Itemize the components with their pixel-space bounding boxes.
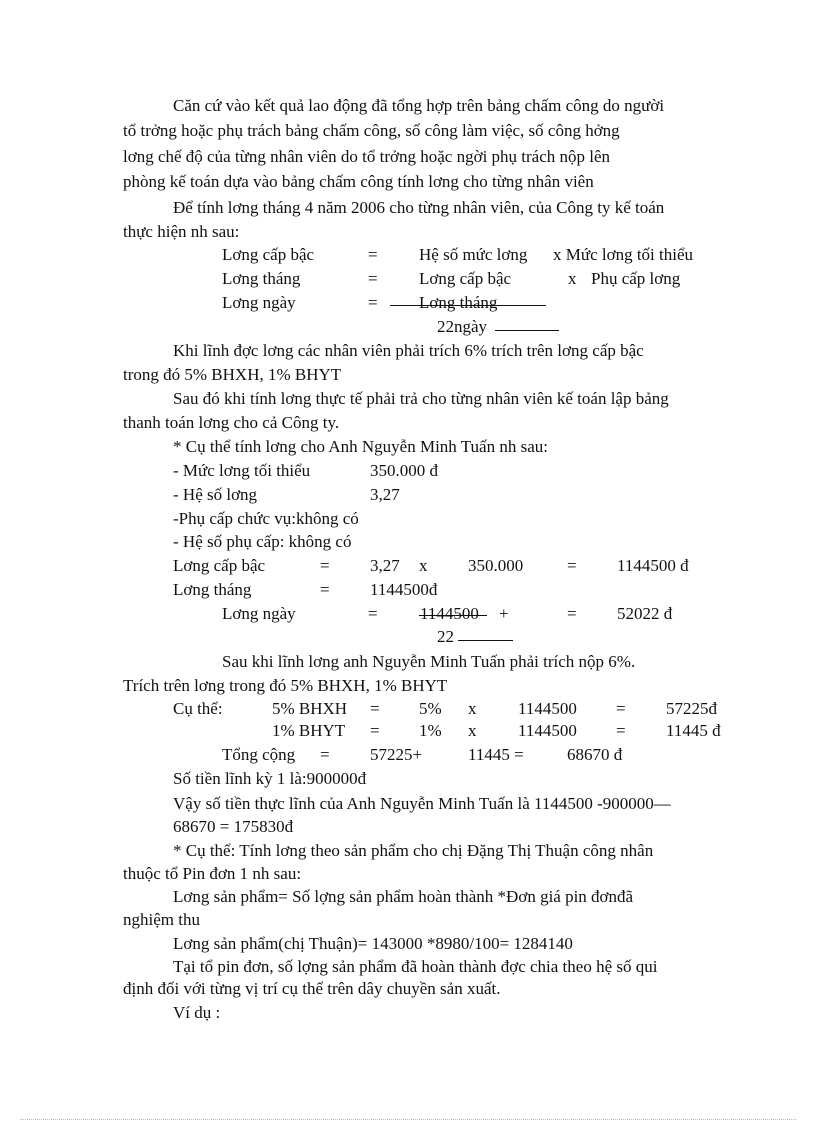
formula-1-row-3-numerator: Lơng tháng <box>419 293 498 312</box>
wage-coefficient-value: 3,27 <box>370 485 400 504</box>
allowance-coefficient: - Hệ số phụ cấp: không có <box>173 532 352 551</box>
paragraph-2-line-1: Để tính lơng tháng 4 năm 2006 cho từng nhân viên, của Công ty kế toán <box>173 198 665 217</box>
formula-2-row-3-label: Lơng ngày <box>222 604 296 623</box>
formula-1-row-2-times: x <box>568 269 577 288</box>
formula-3-row-1-item: 5% BHXH <box>272 699 348 718</box>
formula-3-row-2-eq: = <box>370 721 380 740</box>
formula-3-row-2-item: 1% BHYT <box>272 721 346 740</box>
paragraph-1-line-3: lơng chế độ của từng nhân viên do tổ trởng hoặc ngời phụ trách nộp lên <box>123 147 611 166</box>
formula-3-row-2-eq2: = <box>616 721 626 740</box>
paragraph-4-line-1: Sau đó khi tính lơng thực tế phải trả cho từng nhân viên kế toán lập bảng <box>173 389 669 408</box>
formula-3-row-1-times: x <box>468 699 477 718</box>
paragraph-3-line-2: trong đó 5% BHXH, 1% BHYT <box>123 365 342 384</box>
formula-2-row-2-eq: = <box>320 580 330 599</box>
formula-3-row-3-term2: 11445 = <box>468 745 524 764</box>
formula-3-row-2-result: 11445 đ <box>666 721 721 740</box>
formula-2-row-1-times: x <box>419 556 428 575</box>
formula-3-row-1-result: 57225đ <box>666 699 717 718</box>
formula-2-row-1-eq2: = <box>567 556 577 575</box>
formula-3-row-1-rate: 5% <box>419 699 442 718</box>
formula-2-row-2-result: 1144500đ <box>370 580 438 599</box>
formula-2-row-3-eq: = <box>368 604 378 623</box>
formula-1-row-2-term: Lơng cấp bậc <box>419 269 512 288</box>
example-heading: Ví dụ : <box>173 1003 221 1022</box>
min-wage-label: - Mức lơng tối thiểu <box>173 461 311 480</box>
formula-2-row-1-wage: 350.000 <box>468 556 524 575</box>
paragraph-1-line-2: tổ trởng hoặc phụ trách bảng chấm công, số công làm việc, số công hởng <box>123 121 620 140</box>
installment-1-amount: Số tiền lĩnh kỳ 1 là:900000đ <box>173 769 367 788</box>
fraction-bar-3 <box>419 615 487 616</box>
formula-1-row-2-label: Lơng tháng <box>222 269 301 288</box>
formula-1-row-3-eq: = <box>368 293 378 312</box>
formula-3-row-3-eq: = <box>320 745 330 764</box>
formula-2-row-3-plus: + <box>499 604 509 623</box>
formula-2-row-4-denominator: 22 <box>437 627 454 646</box>
formula-3-row-1-base: 1144500 <box>518 699 577 718</box>
net-pay-line-1: Vậy số tiền thực lĩnh của Anh Nguyễn Minh Tuấn là 1144500 -900000— <box>173 794 671 813</box>
formula-2-row-2-label: Lơng tháng <box>173 580 252 599</box>
formula-2-row-3-eq2: = <box>567 604 577 623</box>
page-bottom-divider <box>20 1119 796 1120</box>
paragraph-10-line-1: Tại tổ pin đơn, số lợng sản phẩm đã hoàn thành đợc chia theo hệ số qui <box>173 957 658 976</box>
formula-3-row-3-term1: 57225+ <box>370 745 423 764</box>
net-pay-line-2: 68670 = 175830đ <box>173 817 294 836</box>
fraction-bar-4 <box>458 640 513 641</box>
formula-3-row-2-rate: 1% <box>419 721 442 740</box>
wage-coefficient-label: - Hệ số lơng <box>173 485 258 504</box>
formula-1-row-2-factor: Phụ cấp lơng <box>591 269 681 288</box>
formula-3-row-1-label: Cụ thể: <box>173 699 223 718</box>
formula-1-row-1-eq: = <box>368 245 378 264</box>
paragraph-6-line-2: Trích trên lơng trong đó 5% BHXH, 1% BHYT <box>123 676 448 695</box>
paragraph-3-line-1: Khi lĩnh đợc lơng các nhân viên phải trích 6% trích trên lơng cấp bậc <box>173 341 644 360</box>
formula-3-row-3-total: 68670 đ <box>567 745 623 764</box>
paragraph-8-line-2: thuộc tổ Pin đơn 1 nh sau: <box>123 864 302 883</box>
formula-2-row-1-eq: = <box>320 556 330 575</box>
formula-3-row-2-base: 1144500 <box>518 721 577 740</box>
formula-1-row-2-eq: = <box>368 269 378 288</box>
paragraph-5-line-1: * Cụ thể tính lơng cho Anh Nguyễn Minh Tuấn nh sau: <box>173 437 548 456</box>
paragraph-1-line-1: Căn cứ vào kết quả lao động đã tổng hợp trên bảng chấm công do người <box>173 96 665 115</box>
formula-3-row-1-eq: = <box>370 699 380 718</box>
product-wage-example: Lơng sản phẩm(chị Thuận)= 143000 *8980/100= 1284140 <box>173 934 573 953</box>
fraction-bar-1 <box>390 305 546 306</box>
formula-1-row-1-factor: x Mức lơng tối thiểu <box>553 245 694 264</box>
paragraph-6-line-1: Sau khi lĩnh lơng anh Nguyễn Minh Tuấn phải trích nộp 6%. <box>222 652 636 671</box>
paragraph-1-line-4: phòng kế toán dựa vào bảng chấm công tính lơng cho từng nhân viên <box>123 172 594 191</box>
formula-1-row-1-label: Lơng cấp bậc <box>222 245 315 264</box>
product-wage-formula-line-2: nghiệm thu <box>123 910 200 929</box>
paragraph-10-line-2: định đối với từng vị trí cụ thể trên dây chuyền sản xuất. <box>123 979 501 998</box>
formula-1-row-1-term: Hệ số mức lơng <box>419 245 528 264</box>
formula-3-row-2-times: x <box>468 721 477 740</box>
formula-2-row-3-numerator: 1144500 <box>420 604 479 623</box>
formula-3-row-1-eq2: = <box>616 699 626 718</box>
formula-1-row-4-denominator: 22ngày <box>437 317 488 336</box>
formula-2-row-1-coef: 3,27 <box>370 556 400 575</box>
formula-1-row-3-label: Lơng ngày <box>222 293 296 312</box>
paragraph-4-line-2: thanh toán lơng cho cả Công ty. <box>123 413 340 432</box>
formula-2-row-1-label: Lơng cấp bậc <box>173 556 266 575</box>
paragraph-8-line-1: * Cụ thể: Tính lơng theo sản phẩm cho chị Đặng Thị Thuận công nhân <box>173 841 654 860</box>
paragraph-2-line-2: thực hiện nh sau: <box>123 222 240 241</box>
product-wage-formula-line-1: Lơng sản phẩm= Số lợng sản phẩm hoàn thành *Đơn giá pin đơnđã <box>173 887 634 906</box>
formula-2-row-1-result: 1144500 đ <box>617 556 689 575</box>
position-allowance: -Phụ cấp chức vụ:không có <box>173 509 359 528</box>
formula-3-row-3-label: Tổng cộng <box>222 745 296 764</box>
min-wage-value: 350.000 đ <box>370 461 438 480</box>
fraction-bar-2 <box>495 330 559 331</box>
formula-2-row-3-result: 52022 đ <box>617 604 673 623</box>
